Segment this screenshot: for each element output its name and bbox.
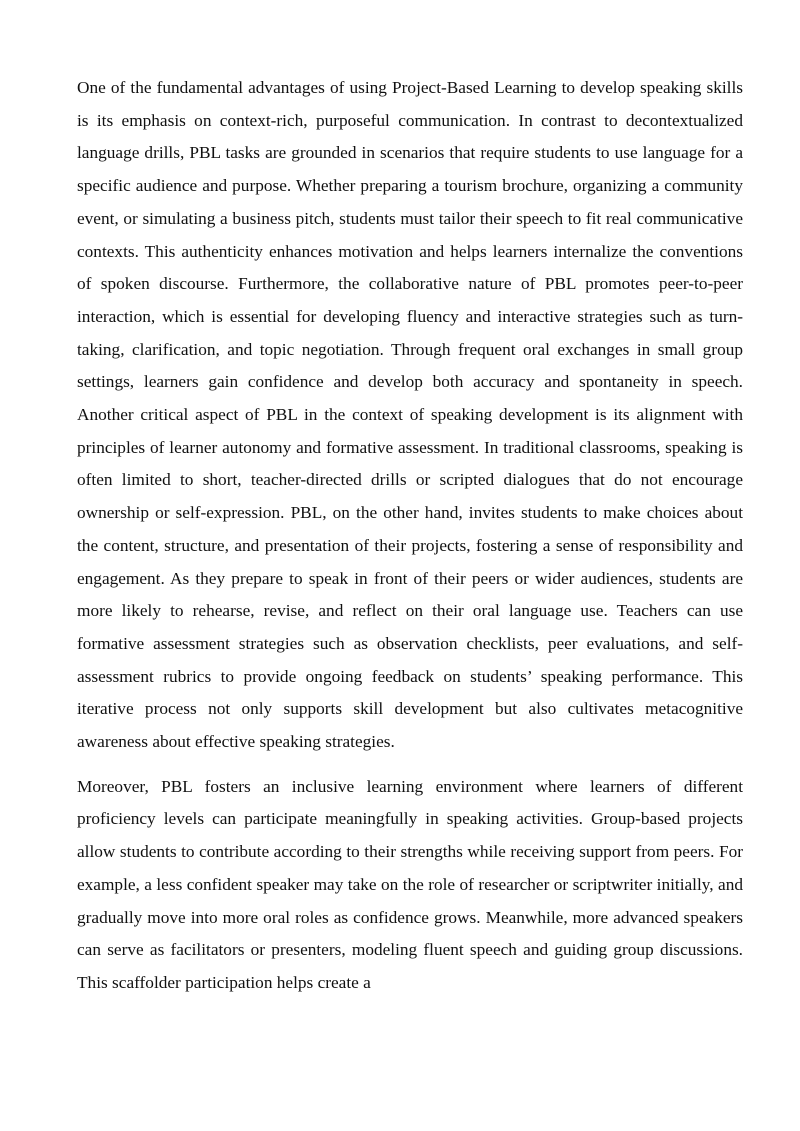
body-paragraph-2: Moreover, PBL fosters an inclusive learning environment where learners of different proficiency levels can participate meaningfully in speaking activities. Group-based projects allow students to contribute according to their strengths while receiving support from peers. For example, a less confident speaker may take on the role of researcher or scriptwriter initially, and gradually move into more oral roles as confidence grows. Meanwhile, more advanced speakers can serve as facilitators or presenters, modeling fluent speech and guiding group discussions. This scaffolder participation helps create a — [77, 776, 743, 992]
document-page — [77, 72, 743, 1000]
body-paragraph-1: One of the fundamental advantages of using Project-Based Learning to develop speaking skills is its emphasis on context-rich, purposeful communication. In contrast to decontextualized language drills, PBL tasks are grounded in scenarios that require students to use language for a specific audience and purpose. Whether preparing a tourism brochure, organizing a community event, or simulating a business pitch, students must tailor their speech to fit real communicative contexts. This authenticity enhances motivation and helps learners internalize the conventions of spoken discourse. Furthermore, the collaborative nature of PBL promotes peer-to-peer interaction, which is essential for developing fluency and interactive strategies such as turn-taking, clarification, and topic negotiation. Through frequent oral exchanges in small group settings, learners gain confidence and develop both accuracy and spontaneity in speech. Another critical aspect of PBL in the context of speaking development is its alignment with principles of learner autonomy and formative assessment. In traditional classrooms, speaking is often limited to short, teacher-directed drills or scripted dialogues that do not encourage ownership or self-expression. PBL, on the other hand, invites students to make choices about the content, structure, and presentation of their projects, fostering a sense of responsibility and engagement. As they prepare to speak in front of their peers or wider audiences, students are more likely to rehearse, revise, and reflect on their oral language use. Teachers can use formative assessment strategies such as observation checklists, peer evaluations, and self-assessment rubrics to provide ongoing feedback on students’ speaking performance. This iterative process not only supports skill development but also cultivates metacognitive awareness about effective speaking strategies. — [77, 78, 743, 752]
